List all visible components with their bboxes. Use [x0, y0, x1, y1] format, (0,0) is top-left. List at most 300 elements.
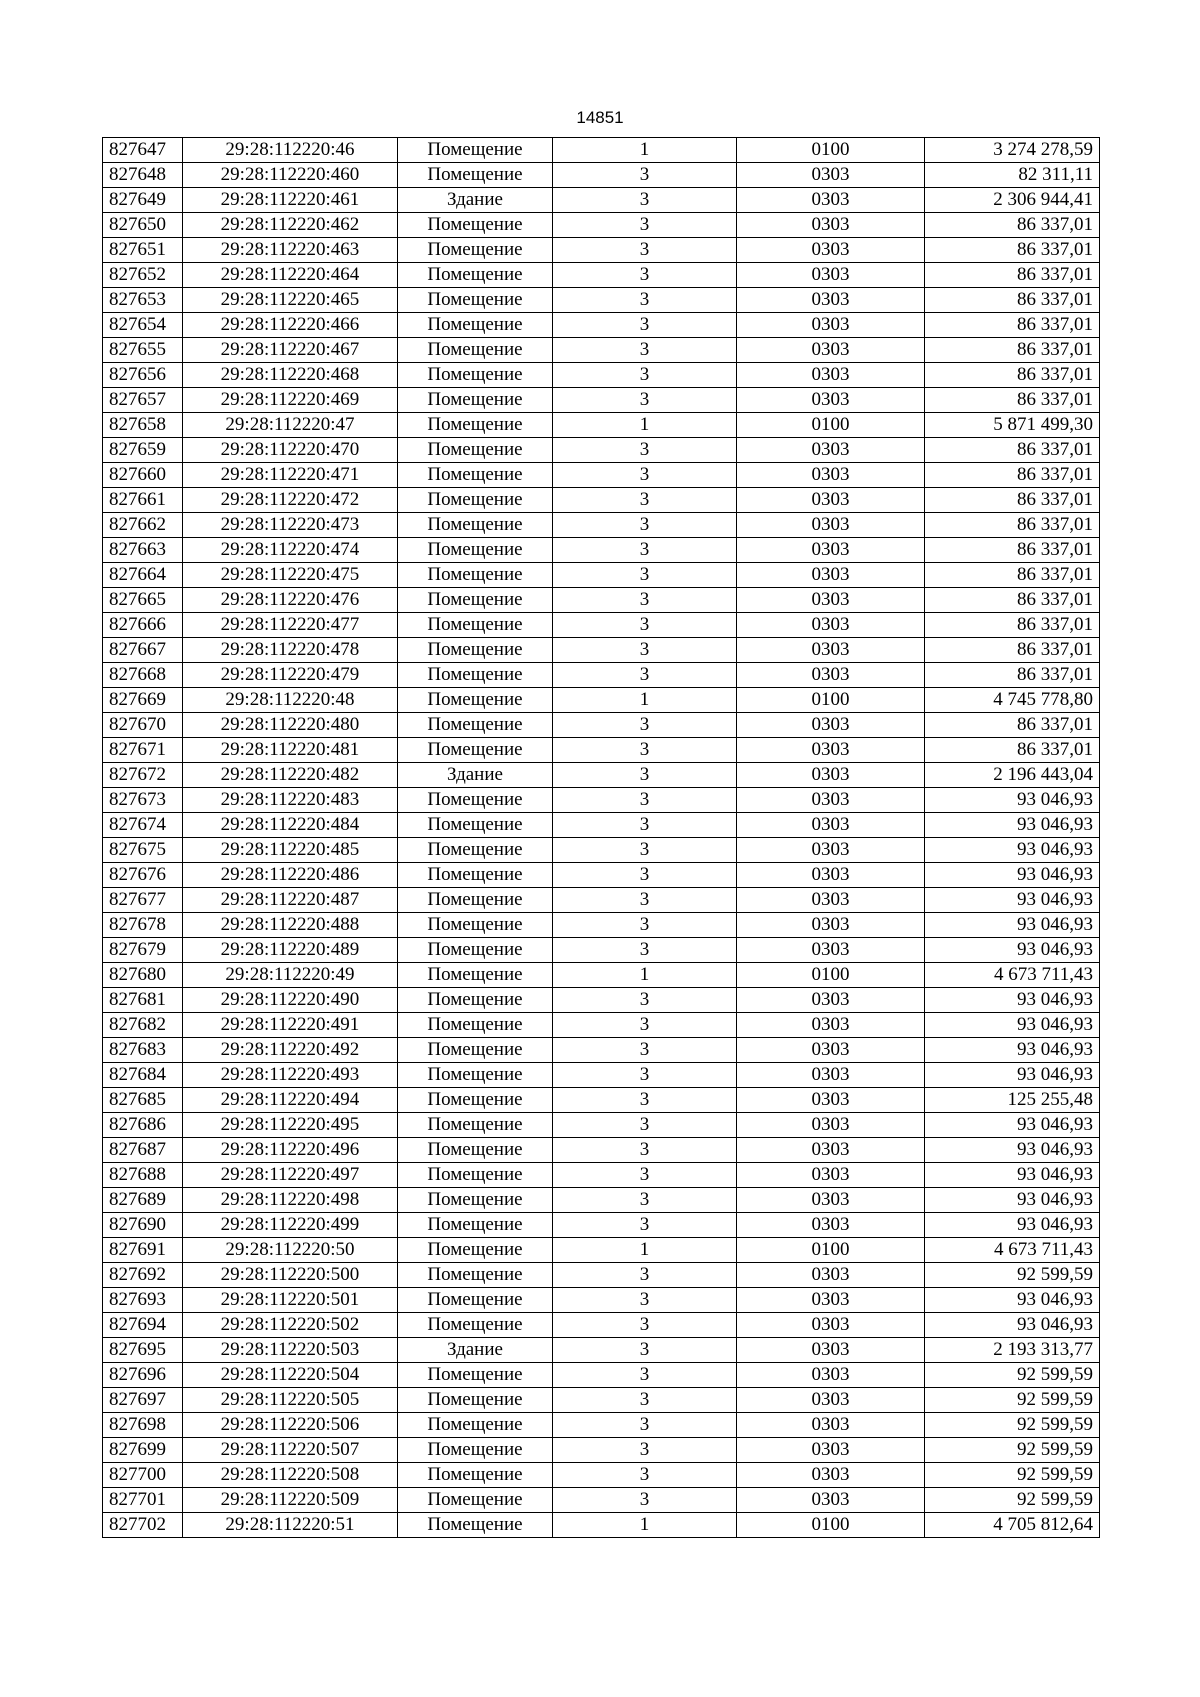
object-type-cell: Помещение — [398, 1488, 553, 1513]
cadastral-value-cell: 93 046,93 — [925, 788, 1100, 813]
object-type-cell: Помещение — [398, 1413, 553, 1438]
group-cell: 3 — [553, 763, 737, 788]
table-row — [103, 363, 1100, 388]
group-cell: 3 — [553, 1488, 737, 1513]
code-cell: 0303 — [737, 213, 925, 238]
cadastral-number-cell: 29:28:112220:482 — [183, 763, 398, 788]
cadastral-value-cell: 2 193 313,77 — [925, 1338, 1100, 1363]
code-cell: 0303 — [737, 1163, 925, 1188]
group-cell: 3 — [553, 388, 737, 413]
code-cell: 0303 — [737, 463, 925, 488]
object-type-cell: Помещение — [398, 838, 553, 863]
table-row — [103, 738, 1100, 763]
cadastral-number-cell: 29:28:112220:505 — [183, 1388, 398, 1413]
cadastral-value-cell: 86 337,01 — [925, 288, 1100, 313]
object-type-cell: Помещение — [398, 788, 553, 813]
cadastral-number-cell: 29:28:112220:48 — [183, 688, 398, 713]
table-row — [103, 1413, 1100, 1438]
cadastral-value-cell: 86 337,01 — [925, 463, 1100, 488]
object-type-cell: Помещение — [398, 663, 553, 688]
table-row — [103, 1188, 1100, 1213]
code-cell: 0303 — [737, 438, 925, 463]
row-number-cell: 827678 — [103, 913, 183, 938]
table-row — [103, 588, 1100, 613]
group-cell: 1 — [553, 1238, 737, 1263]
code-cell: 0303 — [737, 1113, 925, 1138]
object-type-cell: Помещение — [398, 1438, 553, 1463]
object-type-cell: Помещение — [398, 1038, 553, 1063]
group-cell: 3 — [553, 788, 737, 813]
table-row — [103, 163, 1100, 188]
group-cell: 3 — [553, 738, 737, 763]
cadastral-number-cell: 29:28:112220:465 — [183, 288, 398, 313]
cadastral-value-cell: 93 046,93 — [925, 1313, 1100, 1338]
code-cell: 0303 — [737, 1088, 925, 1113]
group-cell: 3 — [553, 713, 737, 738]
group-cell: 3 — [553, 463, 737, 488]
code-cell: 0303 — [737, 913, 925, 938]
cadastral-value-cell: 86 337,01 — [925, 663, 1100, 688]
object-type-cell: Помещение — [398, 1463, 553, 1488]
cadastral-value-cell: 86 337,01 — [925, 538, 1100, 563]
table-row — [103, 713, 1100, 738]
table-row — [103, 1363, 1100, 1388]
code-cell: 0303 — [737, 338, 925, 363]
table-row — [103, 1288, 1100, 1313]
table-row — [103, 388, 1100, 413]
cadastral-value-cell: 93 046,93 — [925, 938, 1100, 963]
row-number-cell: 827651 — [103, 238, 183, 263]
cadastral-value-cell: 93 046,93 — [925, 813, 1100, 838]
group-cell: 3 — [553, 1338, 737, 1363]
row-number-cell: 827653 — [103, 288, 183, 313]
row-number-cell: 827679 — [103, 938, 183, 963]
cadastral-value-cell: 93 046,93 — [925, 1288, 1100, 1313]
object-type-cell: Помещение — [398, 1188, 553, 1213]
cadastral-number-cell: 29:28:112220:46 — [183, 138, 398, 163]
row-number-cell: 827681 — [103, 988, 183, 1013]
code-cell: 0303 — [737, 663, 925, 688]
cadastral-value-cell: 93 046,93 — [925, 1013, 1100, 1038]
table-row — [103, 1263, 1100, 1288]
group-cell: 3 — [553, 613, 737, 638]
cadastral-number-cell: 29:28:112220:499 — [183, 1213, 398, 1238]
group-cell: 3 — [553, 1038, 737, 1063]
row-number-cell: 827666 — [103, 613, 183, 638]
code-cell: 0303 — [737, 638, 925, 663]
cadastral-value-cell: 86 337,01 — [925, 613, 1100, 638]
cadastral-value-cell: 93 046,93 — [925, 988, 1100, 1013]
code-cell: 0303 — [737, 713, 925, 738]
cadastral-number-cell: 29:28:112220:51 — [183, 1513, 398, 1538]
code-cell: 0100 — [737, 413, 925, 438]
object-type-cell: Помещение — [398, 1088, 553, 1113]
cadastral-value-cell: 86 337,01 — [925, 213, 1100, 238]
row-number-cell: 827663 — [103, 538, 183, 563]
group-cell: 3 — [553, 838, 737, 863]
row-number-cell: 827671 — [103, 738, 183, 763]
group-cell: 3 — [553, 1288, 737, 1313]
cadastral-number-cell: 29:28:112220:507 — [183, 1438, 398, 1463]
object-type-cell: Помещение — [398, 963, 553, 988]
object-type-cell: Помещение — [398, 538, 553, 563]
table-row — [103, 788, 1100, 813]
cadastral-value-cell: 93 046,93 — [925, 1213, 1100, 1238]
row-number-cell: 827648 — [103, 163, 183, 188]
group-cell: 3 — [553, 1363, 737, 1388]
cadastral-value-cell: 93 046,93 — [925, 838, 1100, 863]
cadastral-number-cell: 29:28:112220:489 — [183, 938, 398, 963]
table-row — [103, 413, 1100, 438]
table-row — [103, 938, 1100, 963]
object-type-cell: Помещение — [398, 413, 553, 438]
row-number-cell: 827656 — [103, 363, 183, 388]
cadastral-number-cell: 29:28:112220:475 — [183, 563, 398, 588]
row-number-cell: 827685 — [103, 1088, 183, 1113]
row-number-cell: 827686 — [103, 1113, 183, 1138]
cadastral-number-cell: 29:28:112220:492 — [183, 1038, 398, 1063]
object-type-cell: Помещение — [398, 463, 553, 488]
page-number: 14851 — [576, 108, 624, 127]
code-cell: 0303 — [737, 363, 925, 388]
group-cell: 3 — [553, 1263, 737, 1288]
row-number-cell: 827664 — [103, 563, 183, 588]
group-cell: 3 — [553, 438, 737, 463]
group-cell: 3 — [553, 988, 737, 1013]
object-type-cell: Помещение — [398, 938, 553, 963]
code-cell: 0303 — [737, 1388, 925, 1413]
cadastral-number-cell: 29:28:112220:484 — [183, 813, 398, 838]
table-row — [103, 438, 1100, 463]
row-number-cell: 827699 — [103, 1438, 183, 1463]
row-number-cell: 827682 — [103, 1013, 183, 1038]
object-type-cell: Помещение — [398, 163, 553, 188]
group-cell: 3 — [553, 513, 737, 538]
code-cell: 0303 — [737, 763, 925, 788]
group-cell: 3 — [553, 488, 737, 513]
cadastral-value-cell: 86 337,01 — [925, 738, 1100, 763]
table-row — [103, 663, 1100, 688]
row-number-cell: 827690 — [103, 1213, 183, 1238]
cadastral-value-cell: 86 337,01 — [925, 363, 1100, 388]
cadastral-number-cell: 29:28:112220:488 — [183, 913, 398, 938]
group-cell: 3 — [553, 1163, 737, 1188]
code-cell: 0303 — [737, 1138, 925, 1163]
cadastral-number-cell: 29:28:112220:473 — [183, 513, 398, 538]
table-row — [103, 813, 1100, 838]
cadastral-value-cell: 93 046,93 — [925, 1188, 1100, 1213]
cadastral-value-cell: 4 673 711,43 — [925, 963, 1100, 988]
object-type-cell: Помещение — [398, 213, 553, 238]
table-row — [103, 213, 1100, 238]
cadastral-number-cell: 29:28:112220:483 — [183, 788, 398, 813]
cadastral-value-cell: 86 337,01 — [925, 438, 1100, 463]
object-type-cell: Помещение — [398, 238, 553, 263]
cadastral-number-cell: 29:28:112220:47 — [183, 413, 398, 438]
code-cell: 0303 — [737, 1338, 925, 1363]
group-cell: 3 — [553, 1088, 737, 1113]
object-type-cell: Помещение — [398, 738, 553, 763]
code-cell: 0303 — [737, 888, 925, 913]
cadastral-number-cell: 29:28:112220:508 — [183, 1463, 398, 1488]
row-number-cell: 827649 — [103, 188, 183, 213]
object-type-cell: Помещение — [398, 513, 553, 538]
code-cell: 0303 — [737, 788, 925, 813]
row-number-cell: 827655 — [103, 338, 183, 363]
code-cell: 0303 — [737, 813, 925, 838]
object-type-cell: Помещение — [398, 713, 553, 738]
object-type-cell: Здание — [398, 763, 553, 788]
object-type-cell: Помещение — [398, 1113, 553, 1138]
group-cell: 3 — [553, 538, 737, 563]
table-row — [103, 913, 1100, 938]
cadastral-number-cell: 29:28:112220:468 — [183, 363, 398, 388]
group-cell: 3 — [553, 938, 737, 963]
cadastral-value-cell: 86 337,01 — [925, 388, 1100, 413]
row-number-cell: 827669 — [103, 688, 183, 713]
code-cell: 0303 — [737, 263, 925, 288]
code-cell: 0100 — [737, 1513, 925, 1538]
row-number-cell: 827676 — [103, 863, 183, 888]
code-cell: 0303 — [737, 938, 925, 963]
group-cell: 1 — [553, 688, 737, 713]
cadastral-number-cell: 29:28:112220:491 — [183, 1013, 398, 1038]
group-cell: 3 — [553, 1413, 737, 1438]
cadastral-number-cell: 29:28:112220:466 — [183, 313, 398, 338]
row-number-cell: 827689 — [103, 1188, 183, 1213]
table-row — [103, 1038, 1100, 1063]
row-number-cell: 827654 — [103, 313, 183, 338]
row-number-cell: 827659 — [103, 438, 183, 463]
cadastral-number-cell: 29:28:112220:497 — [183, 1163, 398, 1188]
group-cell: 3 — [553, 888, 737, 913]
cadastral-number-cell: 29:28:112220:463 — [183, 238, 398, 263]
group-cell: 3 — [553, 638, 737, 663]
code-cell: 0100 — [737, 1238, 925, 1263]
cadastral-number-cell: 29:28:112220:478 — [183, 638, 398, 663]
group-cell: 3 — [553, 1213, 737, 1238]
cadastral-value-cell: 92 599,59 — [925, 1463, 1100, 1488]
group-cell: 3 — [553, 1463, 737, 1488]
code-cell: 0303 — [737, 163, 925, 188]
group-cell: 3 — [553, 1388, 737, 1413]
cadastral-value-cell: 86 337,01 — [925, 238, 1100, 263]
code-cell: 0303 — [737, 1363, 925, 1388]
table-row — [103, 1338, 1100, 1363]
group-cell: 3 — [553, 313, 737, 338]
object-type-cell: Помещение — [398, 1063, 553, 1088]
object-type-cell: Помещение — [398, 1313, 553, 1338]
row-number-cell: 827668 — [103, 663, 183, 688]
cadastral-value-cell: 2 196 443,04 — [925, 763, 1100, 788]
object-type-cell: Помещение — [398, 1363, 553, 1388]
row-number-cell: 827698 — [103, 1413, 183, 1438]
table-row — [103, 688, 1100, 713]
cadastral-value-cell: 4 673 711,43 — [925, 1238, 1100, 1263]
table-row — [103, 563, 1100, 588]
cadastral-value-cell: 86 337,01 — [925, 713, 1100, 738]
cadastral-number-cell: 29:28:112220:477 — [183, 613, 398, 638]
code-cell: 0303 — [737, 1413, 925, 1438]
row-number-cell: 827700 — [103, 1463, 183, 1488]
table-row — [103, 763, 1100, 788]
group-cell: 3 — [553, 1188, 737, 1213]
row-number-cell: 827660 — [103, 463, 183, 488]
code-cell: 0303 — [737, 1188, 925, 1213]
group-cell: 1 — [553, 138, 737, 163]
group-cell: 3 — [553, 813, 737, 838]
cadastral-number-cell: 29:28:112220:479 — [183, 663, 398, 688]
cadastral-number-cell: 29:28:112220:502 — [183, 1313, 398, 1338]
code-cell: 0303 — [737, 1213, 925, 1238]
cadastral-value-cell: 93 046,93 — [925, 863, 1100, 888]
object-type-cell: Помещение — [398, 138, 553, 163]
table-row — [103, 1113, 1100, 1138]
cadastral-value-cell: 86 337,01 — [925, 638, 1100, 663]
row-number-cell: 827677 — [103, 888, 183, 913]
cadastral-number-cell: 29:28:112220:493 — [183, 1063, 398, 1088]
table-row — [103, 288, 1100, 313]
row-number-cell: 827702 — [103, 1513, 183, 1538]
code-cell: 0303 — [737, 988, 925, 1013]
cadastral-number-cell: 29:28:112220:461 — [183, 188, 398, 213]
table-row — [103, 263, 1100, 288]
object-type-cell: Помещение — [398, 1163, 553, 1188]
row-number-cell: 827647 — [103, 138, 183, 163]
object-type-cell: Помещение — [398, 338, 553, 363]
table-row — [103, 988, 1100, 1013]
table-row — [103, 138, 1100, 163]
cadastral-value-cell: 86 337,01 — [925, 563, 1100, 588]
code-cell: 0303 — [737, 738, 925, 763]
table-row — [103, 1013, 1100, 1038]
table-row — [103, 1088, 1100, 1113]
row-number-cell: 827661 — [103, 488, 183, 513]
cadastral-number-cell: 29:28:112220:486 — [183, 863, 398, 888]
code-cell: 0303 — [737, 1288, 925, 1313]
row-number-cell: 827650 — [103, 213, 183, 238]
cadastral-number-cell: 29:28:112220:494 — [183, 1088, 398, 1113]
object-type-cell: Помещение — [398, 638, 553, 663]
cadastral-number-cell: 29:28:112220:480 — [183, 713, 398, 738]
group-cell: 3 — [553, 288, 737, 313]
object-type-cell: Помещение — [398, 288, 553, 313]
table-row — [103, 1163, 1100, 1188]
code-cell: 0303 — [737, 538, 925, 563]
object-type-cell: Здание — [398, 1338, 553, 1363]
row-number-cell: 827674 — [103, 813, 183, 838]
table-row — [103, 1238, 1100, 1263]
cadastral-value-cell: 86 337,01 — [925, 588, 1100, 613]
cadastral-value-cell: 92 599,59 — [925, 1413, 1100, 1438]
row-number-cell: 827673 — [103, 788, 183, 813]
cadastral-number-cell: 29:28:112220:470 — [183, 438, 398, 463]
group-cell: 3 — [553, 1138, 737, 1163]
group-cell: 3 — [553, 238, 737, 263]
cadastral-value-cell: 93 046,93 — [925, 913, 1100, 938]
group-cell: 3 — [553, 1113, 737, 1138]
group-cell: 3 — [553, 588, 737, 613]
table-row — [103, 238, 1100, 263]
cadastral-value-cell: 4 705 812,64 — [925, 1513, 1100, 1538]
row-number-cell: 827672 — [103, 763, 183, 788]
object-type-cell: Помещение — [398, 313, 553, 338]
code-cell: 0303 — [737, 488, 925, 513]
group-cell: 3 — [553, 1013, 737, 1038]
row-number-cell: 827688 — [103, 1163, 183, 1188]
group-cell: 3 — [553, 563, 737, 588]
cadastral-number-cell: 29:28:112220:498 — [183, 1188, 398, 1213]
row-number-cell: 827691 — [103, 1238, 183, 1263]
cadastral-value-cell: 4 745 778,80 — [925, 688, 1100, 713]
cadastral-value-cell: 92 599,59 — [925, 1438, 1100, 1463]
table-row — [103, 613, 1100, 638]
group-cell: 3 — [553, 913, 737, 938]
cadastral-value-cell: 93 046,93 — [925, 1113, 1100, 1138]
object-type-cell: Помещение — [398, 1013, 553, 1038]
table-row — [103, 1063, 1100, 1088]
cadastral-number-cell: 29:28:112220:504 — [183, 1363, 398, 1388]
cadastral-number-cell: 29:28:112220:471 — [183, 463, 398, 488]
object-type-cell: Помещение — [398, 913, 553, 938]
cadastral-value-cell: 2 306 944,41 — [925, 188, 1100, 213]
group-cell: 3 — [553, 213, 737, 238]
object-type-cell: Помещение — [398, 613, 553, 638]
code-cell: 0303 — [737, 188, 925, 213]
row-number-cell: 827695 — [103, 1338, 183, 1363]
group-cell: 3 — [553, 1063, 737, 1088]
row-number-cell: 827684 — [103, 1063, 183, 1088]
cadastral-number-cell: 29:28:112220:460 — [183, 163, 398, 188]
object-type-cell: Помещение — [398, 588, 553, 613]
registry-table-body — [103, 138, 1100, 1538]
group-cell: 3 — [553, 163, 737, 188]
table-row — [103, 1438, 1100, 1463]
object-type-cell: Помещение — [398, 888, 553, 913]
object-type-cell: Помещение — [398, 1263, 553, 1288]
code-cell: 0100 — [737, 963, 925, 988]
cadastral-value-cell: 125 255,48 — [925, 1088, 1100, 1113]
object-type-cell: Помещение — [398, 1388, 553, 1413]
cadastral-value-cell: 93 046,93 — [925, 888, 1100, 913]
cadastral-value-cell: 86 337,01 — [925, 338, 1100, 363]
row-number-cell: 827683 — [103, 1038, 183, 1063]
table-row — [103, 863, 1100, 888]
code-cell: 0303 — [737, 1438, 925, 1463]
code-cell: 0303 — [737, 1463, 925, 1488]
row-number-cell: 827667 — [103, 638, 183, 663]
group-cell: 3 — [553, 1313, 737, 1338]
row-number-cell: 827693 — [103, 1288, 183, 1313]
row-number-cell: 827665 — [103, 588, 183, 613]
group-cell: 1 — [553, 963, 737, 988]
row-number-cell: 827692 — [103, 1263, 183, 1288]
cadastral-value-cell: 93 046,93 — [925, 1138, 1100, 1163]
code-cell: 0303 — [737, 1063, 925, 1088]
table-row — [103, 1388, 1100, 1413]
code-cell: 0303 — [737, 513, 925, 538]
table-row — [103, 1463, 1100, 1488]
registry-table — [102, 137, 1100, 1538]
object-type-cell: Помещение — [398, 688, 553, 713]
cadastral-number-cell: 29:28:112220:464 — [183, 263, 398, 288]
code-cell: 0100 — [737, 138, 925, 163]
object-type-cell: Помещение — [398, 438, 553, 463]
row-number-cell: 827697 — [103, 1388, 183, 1413]
code-cell: 0303 — [737, 238, 925, 263]
row-number-cell: 827687 — [103, 1138, 183, 1163]
table-row — [103, 463, 1100, 488]
